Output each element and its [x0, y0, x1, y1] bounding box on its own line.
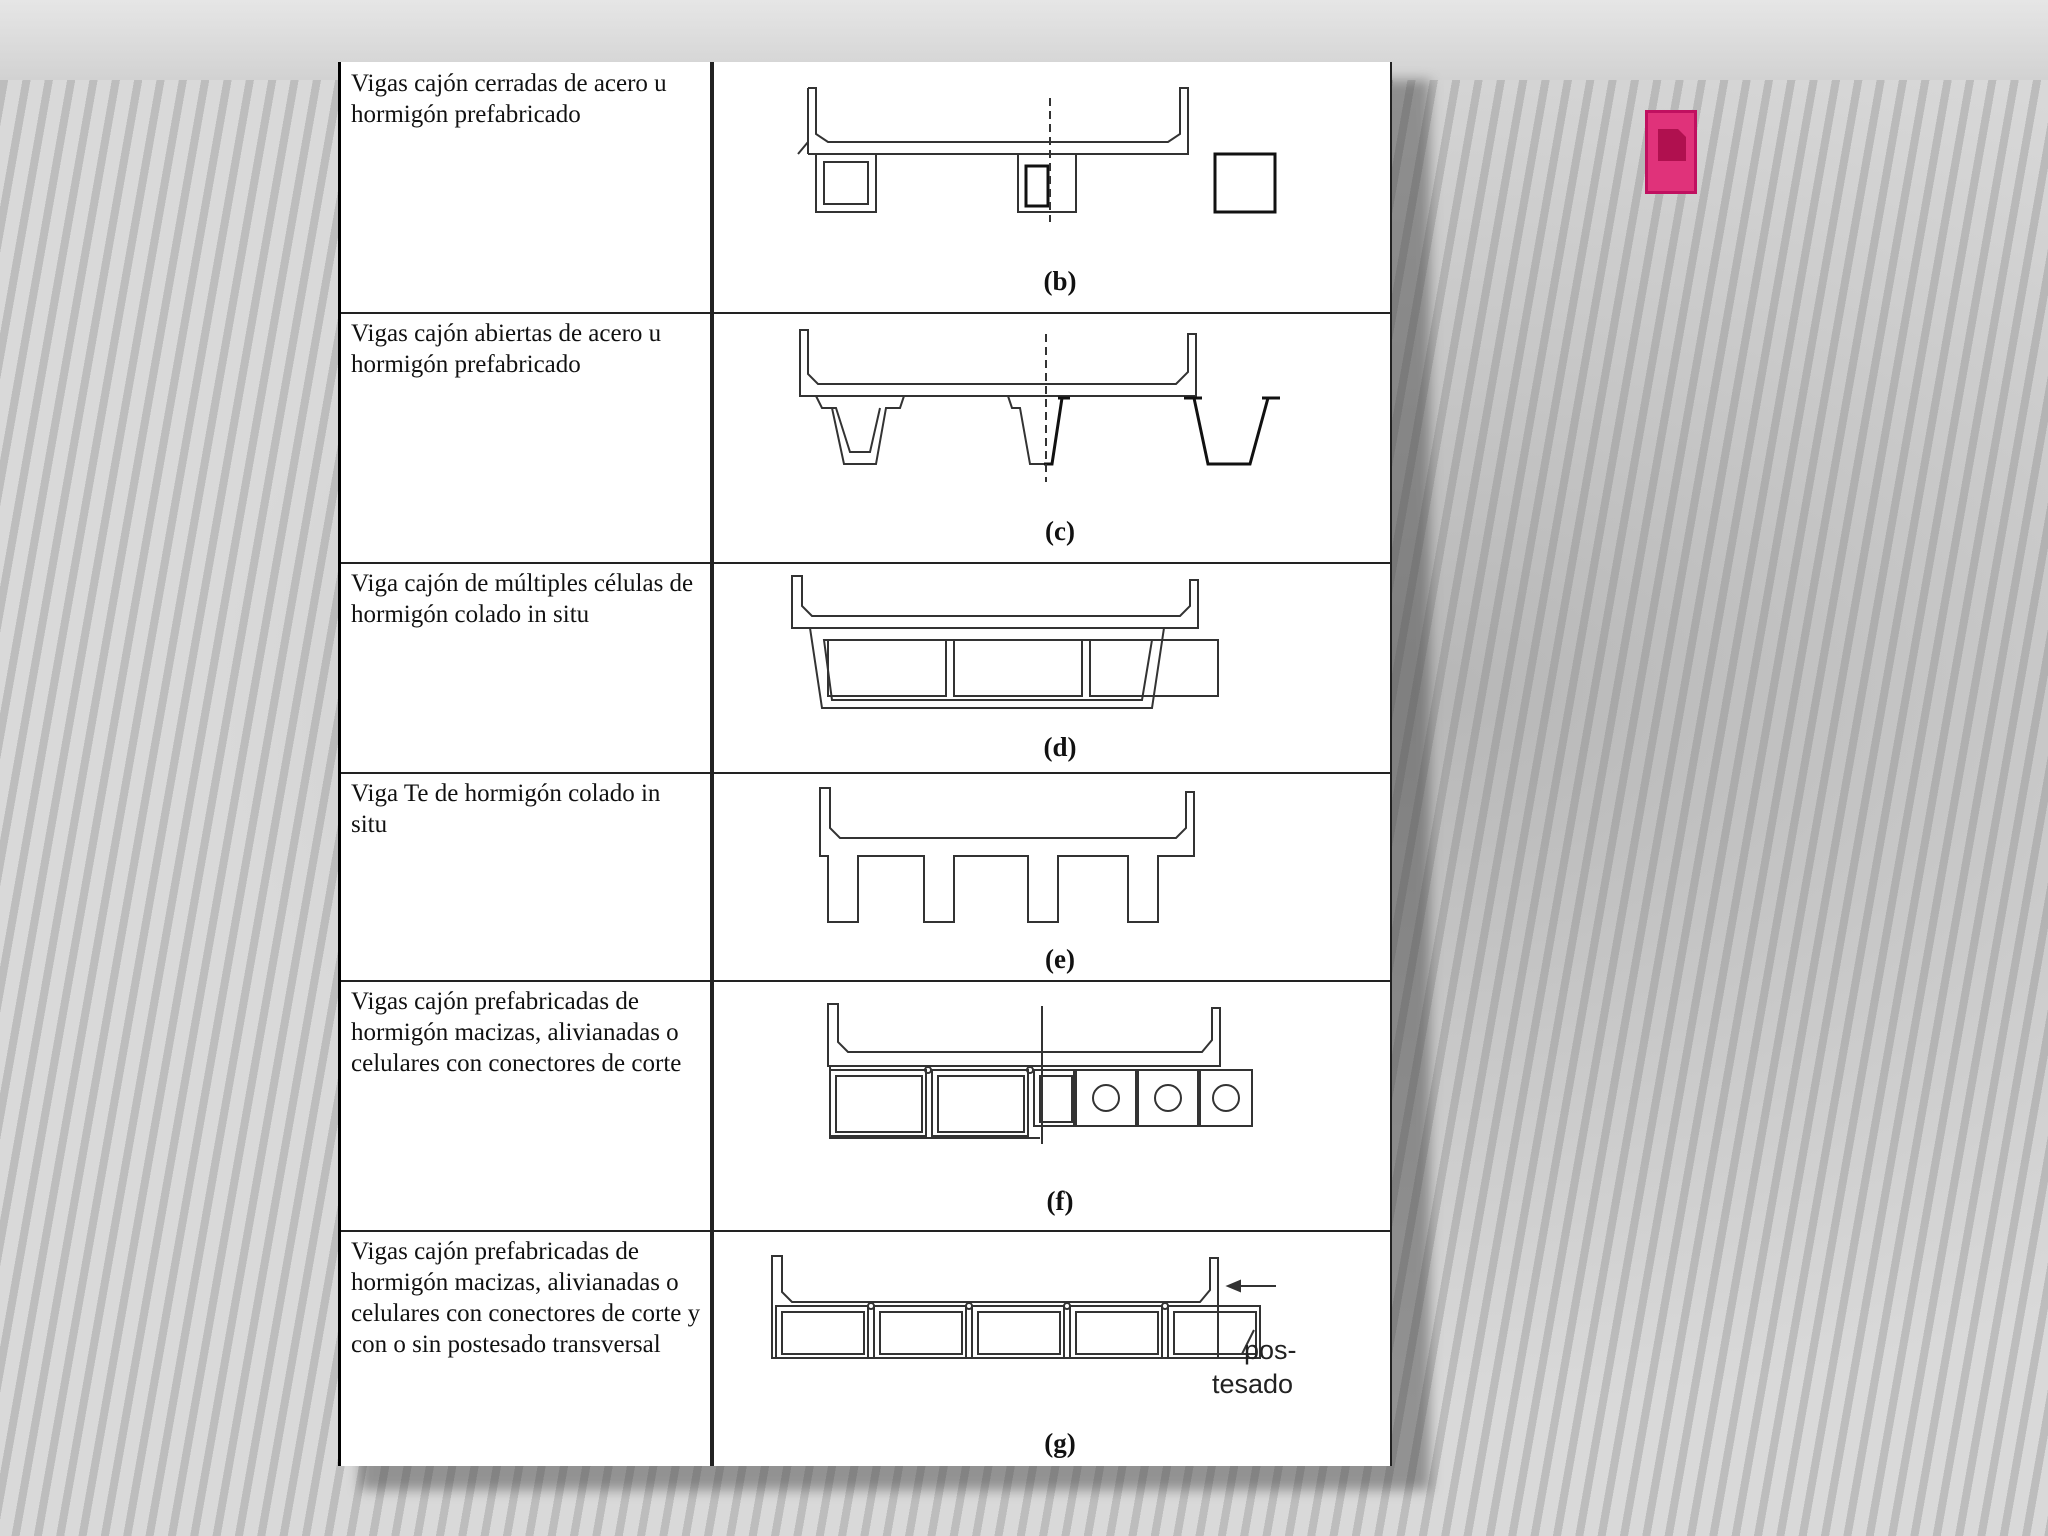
column-divider — [712, 62, 714, 1466]
row-f-description — [338, 980, 712, 1230]
row-d-text: Viga cajón de múltiples células de hormigón colado in situ — [351, 570, 694, 628]
figure-g — [728, 1230, 1392, 1466]
row-f-text: Vigas cajón prefabricadas de hormigón macizas, alivianadas o celulares con conectores de corte — [351, 988, 682, 1077]
figure-b — [728, 62, 1392, 312]
caption-c: (c) — [1045, 516, 1075, 546]
figure-f — [728, 980, 1392, 1230]
caption-d: (d) — [1043, 732, 1077, 762]
row-g-description — [338, 1230, 712, 1466]
row-c — [338, 312, 1392, 564]
row-d-description — [338, 562, 712, 772]
row-g — [338, 1230, 1392, 1466]
document-icon — [1654, 125, 1690, 165]
row-e — [338, 772, 1392, 982]
figure-e — [728, 772, 1392, 980]
caption-f: (f) — [1046, 1186, 1074, 1216]
row-c-description — [338, 312, 712, 562]
caption-g: (g) — [1044, 1428, 1076, 1458]
row-d — [338, 562, 1392, 774]
row-c-text: Vigas cajón abiertas de acero u hormigón prefabricado — [351, 320, 662, 378]
row-e-description — [338, 772, 712, 980]
row-e-text: Viga Te de hormigón colado in situ — [351, 780, 661, 838]
post-label-line2: tesado — [1212, 1369, 1294, 1399]
row-f — [338, 980, 1392, 1232]
row-b — [338, 62, 1392, 314]
note-icon[interactable] — [1645, 110, 1697, 194]
row-b-text: Vigas cajón cerradas de acero u hormigón prefabricado — [351, 70, 667, 128]
figure-d — [728, 562, 1392, 772]
caption-b: (b) — [1043, 266, 1077, 296]
row-b-description — [338, 62, 712, 312]
figure-c — [728, 312, 1392, 562]
caption-e: (e) — [1045, 944, 1075, 974]
right-border — [1390, 62, 1392, 1466]
row-g-text: Vigas cajón prefabricadas de hormigón macizas, alivianadas o celulares con conectores de corte y con o sin postesado transversal — [351, 1238, 701, 1358]
figure-page — [338, 62, 1392, 1466]
post-label-line1: pos- — [1244, 1335, 1297, 1365]
